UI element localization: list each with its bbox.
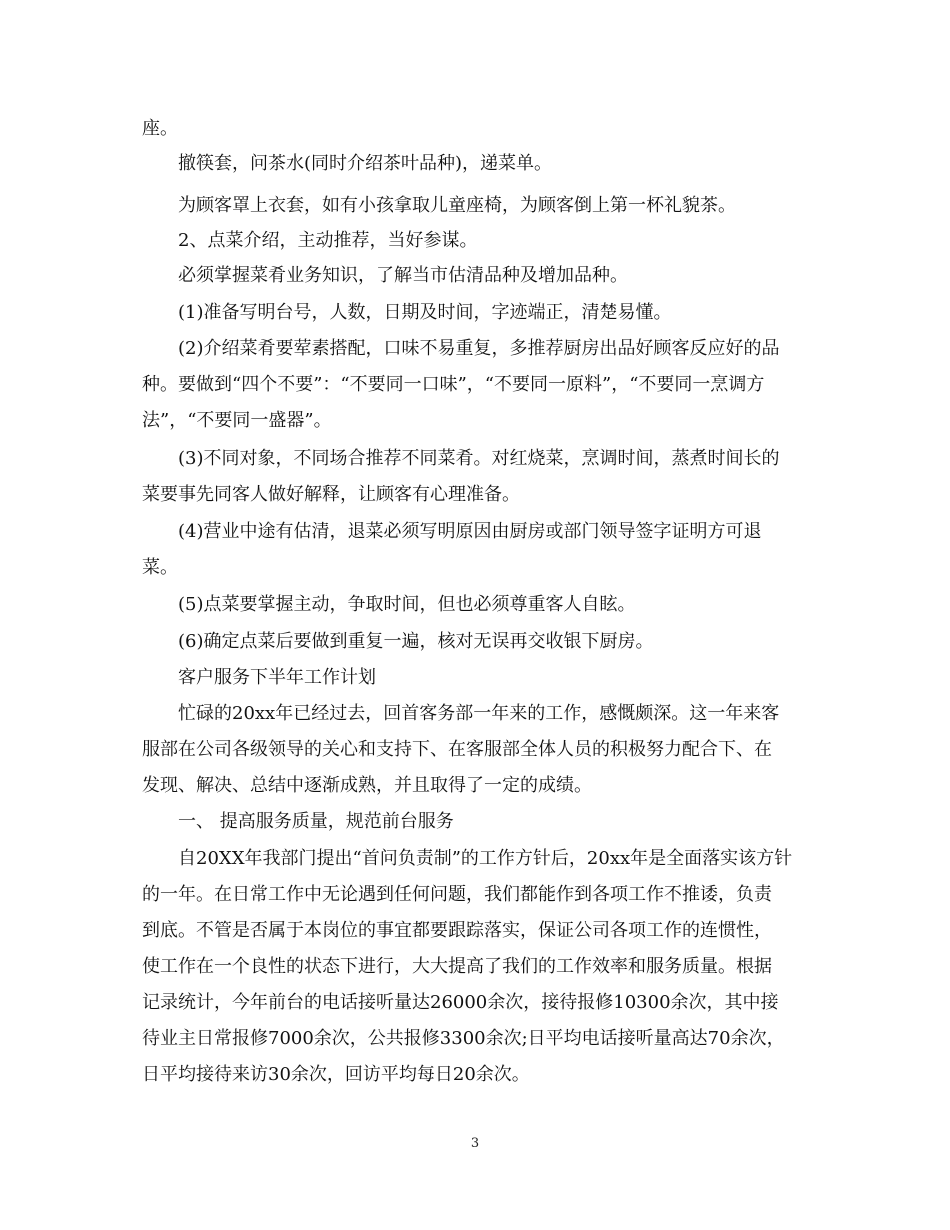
text-line: 服部在公司各级领导的关心和支持下、在客服部全体人员的积极努力配合下、在	[142, 739, 772, 760]
section-heading: 一、 提高服务质量，规范前台服务	[178, 811, 454, 832]
text-line: 客户服务下半年工作计划	[178, 667, 376, 688]
text-line: (6)确定点菜后要做到重复一遍，核对无误再交收银下厨房。	[178, 631, 654, 652]
text-line: (5)点菜要掌握主动，争取时间，但也必须尊重客人自眩。	[178, 594, 636, 615]
text-line: (4)营业中途有估清，退菜必须写明原因由厨房或部门领导签字证明方可退	[178, 521, 762, 542]
text-line: 自20XX年我部门提出“首问负责制”的工作方针后，20xx年是全面落实该方针	[178, 848, 793, 869]
text-line: 种。要做到“四个不要”：“不要同一口味”，“不要同一原料”，“不要同一烹调方	[142, 374, 765, 395]
text-line: 座。	[142, 118, 178, 139]
text-line: (2)介绍菜肴要荤素搭配，口味不易重复，多推荐厨房出品好顾客反应好的品	[178, 338, 780, 359]
text-line: 待业主日常报修7000余次，公共报修3300余次;日平均电话接听量高达70余次，	[142, 1028, 785, 1049]
text-line: 使工作在一个良性的状态下进行，大大提高了我们的工作效率和服务质量。根据	[142, 956, 772, 977]
text-line: 为顾客罩上衣套，如有小孩拿取儿童座椅，为顾客倒上第一杯礼貌茶。	[178, 195, 736, 216]
text-line: 记录统计，今年前台的电话接听量达26000余次，接待报修10300余次，其中接	[142, 992, 779, 1013]
text-line: 忙碌的20xx年已经过去，回首客务部一年来的工作，感慨颇深。这一年来客	[178, 703, 780, 724]
text-line: 发现、解决、总结中逐渐成熟，并且取得了一定的成绩。	[142, 775, 592, 796]
text-line: 2、点菜介绍，主动推荐，当好参谋。	[178, 230, 478, 251]
text-line: 撤筷套，问茶水(同时介绍茶叶品种)，递菜单。	[178, 153, 553, 174]
text-line: 菜要事先同客人做好解释，让顾客有心理准备。	[142, 484, 520, 505]
text-line: (3)不同对象，不同场合推荐不同菜肴。对红烧菜，烹调时间，蒸煮时间长的	[178, 448, 780, 469]
text-line: 的一年。在日常工作中无论遇到任何问题，我们都能作到各项工作不推诿，负责	[142, 884, 772, 905]
text-line: 必须掌握菜肴业务知识，了解当市估清品种及增加品种。	[178, 265, 628, 286]
page-number: 3	[470, 1136, 480, 1151]
text-line: 菜。	[142, 557, 178, 578]
text-line: (1)准备写明台号，人数，日期及时间，字迹端正，清楚易懂。	[178, 302, 672, 323]
text-line: 日平均接待来访30余次，回访平均每日20余次。	[142, 1064, 530, 1085]
text-line: 到底。不管是否属于本岗位的事宜都要跟踪落实，保证公司各项工作的连惯性，	[142, 920, 772, 941]
text-line: 法”，“不要同一盛器”。	[142, 410, 332, 431]
